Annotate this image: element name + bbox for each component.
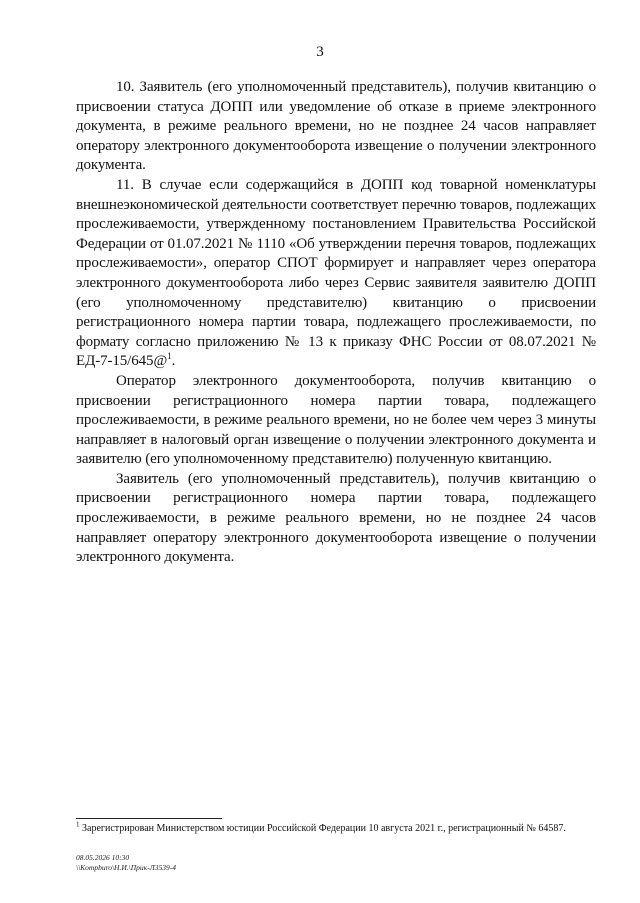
- meta-timestamp: 08.05.2026 10:30: [76, 853, 130, 862]
- paragraph-10: 10. Заявитель (его уполномоченный представитель), получив квитанцию о присвоении статуса ДОПП или уведомление об отказе в приеме электронного документа, в режиме реального времени, но не позднее 24 часов направляет оператору электронного документооборота извещение о получении электронного документа.: [76, 79, 596, 174]
- paragraph-applicant: Заявитель (его уполномоченный представитель), получив квитанцию о присвоении регистрационного номера партии товара, подлежащего прослеживаемости, в режиме реального времени, но не позднее 24 часов направляет оператору электронного документооборота извещение о получении электронного документа.: [76, 470, 596, 566]
- footnote-separator: [76, 818, 222, 819]
- paragraph-11-end: .: [171, 353, 176, 370]
- footnote-marker: 1: [76, 820, 80, 829]
- paragraph-11: [76, 176, 596, 372]
- paragraph-operator: Оператор электронного документооборота, получив квитанцию о присвоении регистрационного номера партии товара, подлежащего прослеживаемости, в режиме реального времени, но не более чем через 3 минуты направляет в налоговый орган извещение о получении электронного документа и заявителю (его уполномоченному представителю) полученную квитанцию.: [76, 372, 596, 468]
- footnote-reference: 1: [167, 351, 172, 362]
- paragraph-11-text: 11. В случае если содержащийся в ДОПП код товарной номенклатуры внешнеэкономической деятельности соответствует перечню товаров, подлежащих прослеживаемости, утвержденному постановлением Правительства Российской Федерации от 01.07.2021 № 1110 «Об утверждении перечня товаров, подлежащих прослеживаемости», оператор СПОТ формирует и направляет через оператора электронного документооборота либо через Сервис заявителя заявителю ДОПП (его уполномоченному представителю) квитанцию о присвоении регистрационного номера партии товара, подлежащего прослеживаемости, по формату согласно приложению № 13 к приказу ФНС России от 08.07.2021 № ЕД-7-15/645@: [76, 176, 596, 370]
- footnote: [76, 822, 596, 836]
- meta-file-path: \\Kompburo\Н.И.\Прик-Л3539-4: [76, 863, 176, 872]
- body-text: [76, 78, 596, 568]
- page-number: 3: [316, 44, 324, 60]
- footnote-text: Зарегистрирован Министерством юстиции Российской Федерации 10 августа 2021 г., регистрационный № 64587.: [79, 823, 566, 834]
- document-meta: [76, 853, 176, 873]
